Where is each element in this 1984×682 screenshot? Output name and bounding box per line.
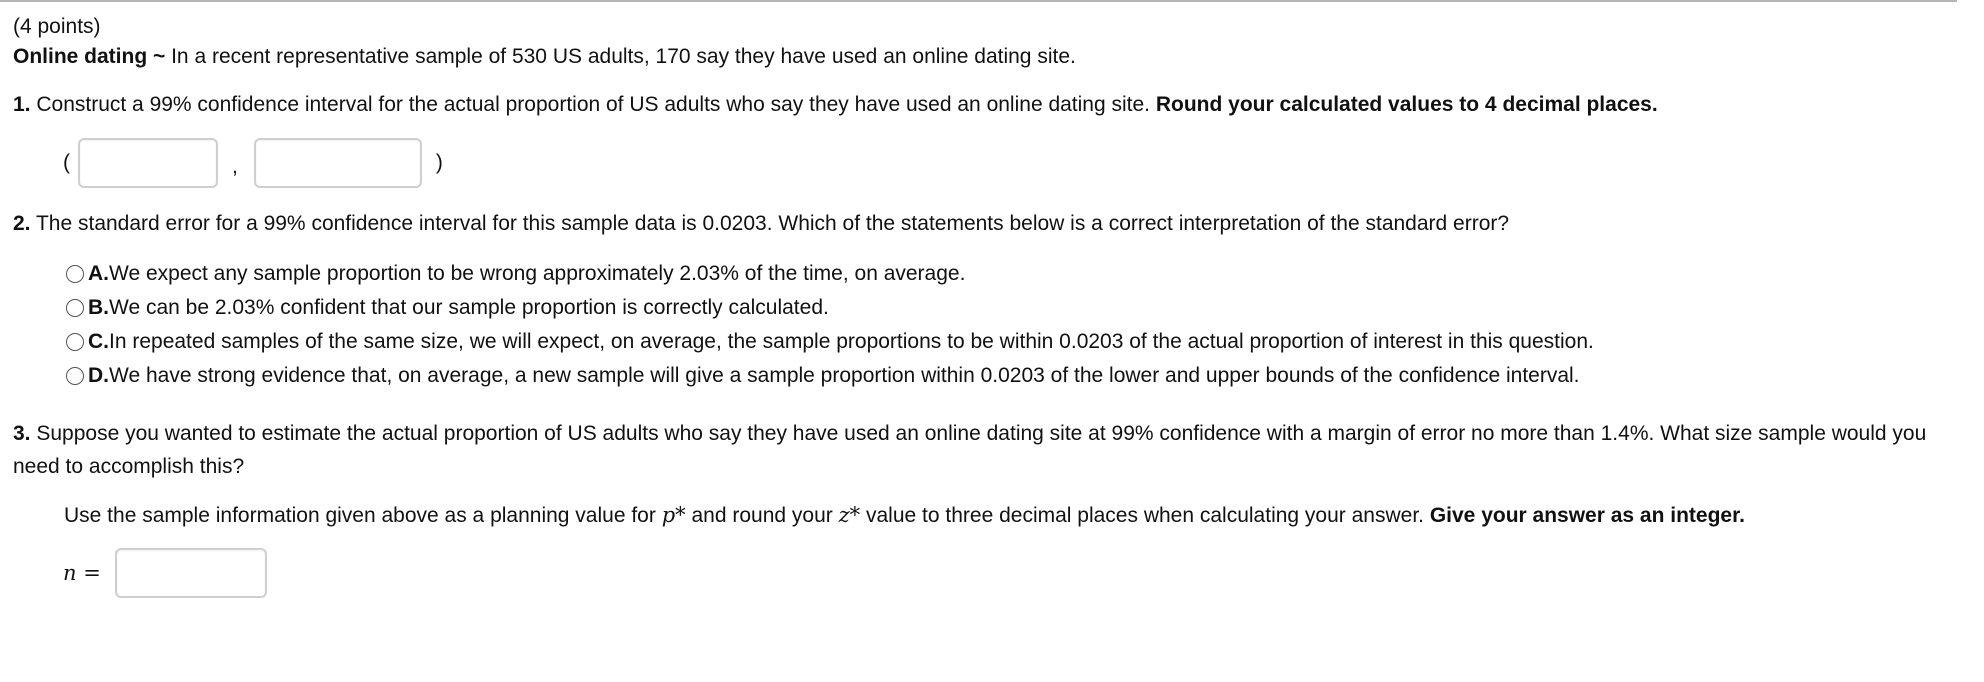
radio-option-d[interactable] [66, 367, 84, 385]
option-c-letter: C. [88, 330, 109, 353]
option-a-text: We expect any sample proportion to be wrong approximately 2.03% of the time, on average. [109, 262, 966, 285]
option-c[interactable] [66, 325, 1953, 359]
option-d-letter: D. [88, 364, 109, 387]
confidence-interval-inputs [63, 137, 1953, 189]
points-label: (4 points) [13, 15, 101, 38]
problem-title: Online dating ~ [13, 45, 166, 68]
option-b-letter: B. [88, 296, 109, 319]
question-content [13, 12, 1953, 598]
question-3 [13, 417, 1943, 483]
answer-options [66, 257, 1953, 393]
question-3-text: Suppose you wanted to estimate the actual proportion of US adults who say they have used an online dating site at 99% confidence with a margin of error no more than 1.4%. What size sample would you need to accomplish this? [13, 422, 1927, 478]
n-equals-label: n = [63, 561, 101, 585]
option-b-text: We can be 2.03% confident that our sample proportion is correctly calculated. [109, 296, 829, 319]
question-2 [13, 209, 1953, 239]
question-3-instruction: Give your answer as an integer. [1429, 504, 1745, 527]
question-1 [13, 90, 1953, 120]
question-3-number: 3. [13, 422, 31, 445]
option-a[interactable] [66, 257, 1953, 291]
question-2-text: The standard error for a 99% confidence interval for this sample data is 0.0203. Which of the statements below is a correct interpretation of the standard error? [30, 212, 1510, 235]
sample-size-input[interactable] [115, 548, 267, 598]
option-d-text: We have strong evidence that, on average, a new sample will give a sample proportion within 0.0203 of the lower and upper bounds of the confidence interval. [109, 364, 1580, 387]
interval-separator: , [232, 155, 238, 178]
question-1-number: 1. [13, 93, 31, 116]
question-1-instruction: Round your calculated values to 4 decimal places. [1155, 93, 1658, 116]
option-d[interactable] [66, 359, 1953, 393]
p-star-symbol: p* [661, 503, 686, 527]
top-divider [0, 0, 1957, 2]
planning-instructions [64, 500, 1953, 531]
problem-statement [13, 42, 1953, 72]
planning-text-3: value to three decimal places when calculating your answer. [860, 504, 1430, 527]
option-a-letter: A. [88, 262, 109, 285]
planning-text-2: and round your [685, 504, 839, 527]
option-c-text: In repeated samples of the same size, we will expect, on average, the sample proportions to be within 0.0203 of the actual proportion of interest in this question. [109, 330, 1594, 353]
problem-text: In a recent representative sample of 530 US adults, 170 say they have used an online dating site. [165, 45, 1076, 68]
sample-size-row [63, 548, 1953, 598]
planning-text-1: Use the sample information given above as a planning value for [64, 504, 662, 527]
question-1-text: Construct a 99% confidence interval for the actual proportion of US adults who say they have used an online dating site. [30, 93, 1156, 116]
option-b[interactable] [66, 291, 1953, 325]
radio-option-a[interactable] [66, 265, 84, 283]
question-2-number: 2. [13, 212, 31, 235]
ci-lower-bound-input[interactable] [78, 138, 218, 188]
close-paren: ) [435, 151, 443, 174]
open-paren: ( [63, 151, 70, 174]
radio-option-c[interactable] [66, 333, 84, 351]
radio-option-b[interactable] [66, 299, 84, 317]
ci-upper-bound-input[interactable] [254, 138, 422, 188]
z-star-symbol: z* [838, 503, 861, 527]
